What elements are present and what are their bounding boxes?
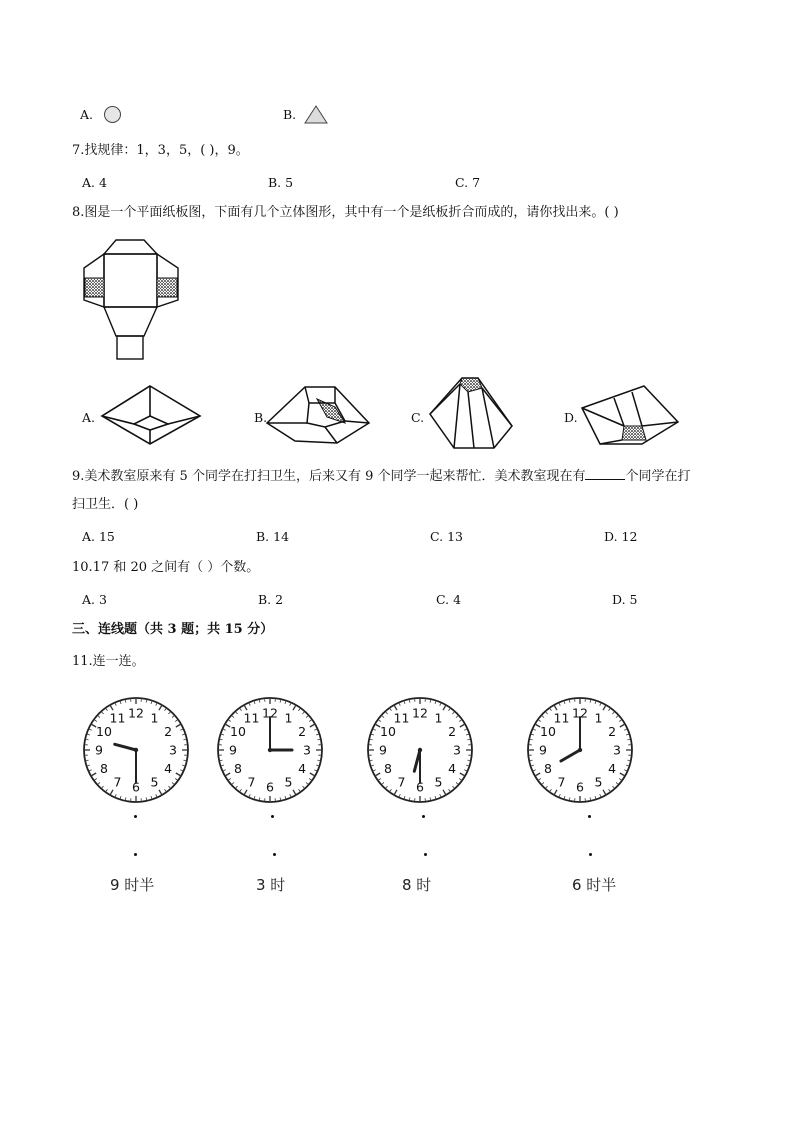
- clock-numeral: 4: [298, 761, 307, 776]
- clock-numeral: 11: [553, 710, 570, 726]
- clock-connect-dot[interactable]: [271, 815, 274, 818]
- label-connect-dot[interactable]: [273, 853, 276, 856]
- clock-numeral: 8: [543, 761, 552, 776]
- clock-numeral: 7: [247, 774, 256, 790]
- q7-option-a[interactable]: A. 4: [82, 175, 107, 190]
- clock-numeral: 10: [230, 724, 246, 739]
- clock-face-4: [524, 694, 636, 806]
- paper-net-figure: [80, 238, 184, 364]
- clock-numeral: 6: [266, 779, 274, 795]
- clock-numeral: 5: [284, 774, 293, 790]
- clock-numeral: 3: [303, 742, 311, 758]
- clock-numeral: 7: [557, 774, 566, 790]
- q9-question: [72, 467, 691, 485]
- label-connect-dot[interactable]: [134, 853, 137, 856]
- clock-numeral: 2: [298, 724, 307, 739]
- time-label-3: 8 时: [402, 876, 432, 894]
- clock-numeral: 11: [393, 710, 410, 726]
- clock-center: [578, 748, 582, 752]
- clock-numeral: 5: [150, 774, 159, 790]
- clock-numeral: 7: [397, 774, 406, 790]
- q8-option-d[interactable]: D.: [564, 410, 578, 425]
- clock-face-1: [80, 694, 192, 806]
- clock-numeral: 8: [233, 761, 242, 776]
- clock-numeral: 3: [453, 742, 461, 758]
- clock-numeral: 12: [572, 705, 588, 721]
- clock-numeral: 12: [262, 705, 278, 721]
- q9-text-part2: 个同学在打: [625, 469, 691, 484]
- triangle-icon: [303, 104, 329, 126]
- q9-option-d[interactable]: D. 12: [604, 529, 638, 544]
- q6-option-a[interactable]: [80, 107, 93, 123]
- clock-numeral: 6: [416, 779, 424, 795]
- clock-numeral: 10: [96, 724, 112, 739]
- clock-numeral: 6: [132, 779, 140, 795]
- clock-numeral: 12: [412, 705, 428, 721]
- q7-option-c[interactable]: C. 7: [455, 175, 481, 190]
- solid-figure-b: [265, 383, 371, 447]
- clock-connect-dot[interactable]: [588, 815, 591, 818]
- clock-numeral: 8: [383, 761, 392, 776]
- clock-numeral: 1: [284, 710, 293, 726]
- clock-numeral: 12: [128, 705, 144, 721]
- clock-numeral: 1: [594, 710, 603, 726]
- q8-option-b[interactable]: B.: [254, 410, 268, 425]
- q7-question: 7.找规律：1，3，5，( )，9。: [72, 143, 249, 158]
- clock-numeral: 4: [164, 761, 173, 776]
- q10-question: 10.17 和 20 之间有（ ）个数。: [72, 560, 260, 575]
- section-title: 三、连线题（共 3 题；共 15 分）: [72, 622, 274, 637]
- clock-connect-dot[interactable]: [422, 815, 425, 818]
- q10-option-a[interactable]: A. 3: [82, 592, 107, 607]
- clock-numeral: 1: [150, 710, 159, 726]
- time-label-1: 9 时半: [110, 876, 155, 894]
- circle-icon: [103, 105, 123, 125]
- q10-option-b[interactable]: B. 2: [258, 592, 284, 607]
- clock-numeral: 11: [109, 710, 126, 726]
- q6-option-a-label: A.: [80, 107, 94, 122]
- clock-numeral: 1: [434, 710, 443, 726]
- clock-numeral: 5: [594, 774, 603, 790]
- q6-option-b-label: B.: [283, 107, 297, 122]
- clock-face-2: [214, 694, 326, 806]
- solid-figure-c: [428, 374, 514, 452]
- clock-numeral: 2: [448, 724, 457, 739]
- q10-option-c[interactable]: C. 4: [436, 592, 462, 607]
- solid-figure-d: [580, 382, 680, 448]
- clock-numeral: 9: [379, 742, 387, 758]
- q10-option-d[interactable]: D. 5: [612, 592, 638, 607]
- clock-numeral: 3: [613, 742, 621, 758]
- clock-numeral: 9: [229, 742, 237, 758]
- q9-option-b[interactable]: B. 14: [256, 529, 290, 544]
- clock-numeral: 10: [540, 724, 556, 739]
- clock-face-3: [364, 694, 476, 806]
- q11-question: 11.连一连。: [72, 654, 145, 669]
- clock-center: [268, 748, 272, 752]
- clock-numeral: 10: [380, 724, 396, 739]
- q9-answer-blank[interactable]: [585, 467, 625, 480]
- clock-numeral: 4: [608, 761, 617, 776]
- q8-option-a[interactable]: A.: [82, 410, 96, 425]
- clock-center: [134, 748, 138, 752]
- clock-numeral: 8: [99, 761, 108, 776]
- clock-numeral: 9: [95, 742, 103, 758]
- clock-numeral: 7: [113, 774, 122, 790]
- clock-numeral: 2: [164, 724, 173, 739]
- time-label-4: 6 时半: [572, 876, 617, 894]
- label-connect-dot[interactable]: [424, 853, 427, 856]
- q7-option-b[interactable]: B. 5: [268, 175, 294, 190]
- clock-center: [418, 748, 422, 752]
- q9-option-a[interactable]: A. 15: [82, 529, 115, 544]
- q8-option-c[interactable]: C.: [411, 410, 425, 425]
- label-connect-dot[interactable]: [589, 853, 592, 856]
- q9-question-line2: 扫卫生．( ): [72, 497, 139, 512]
- clock-numeral: 11: [243, 710, 260, 726]
- q9-text-part1: 9.美术教室原来有 5 个同学在打扫卫生，后来又有 9 个同学一起来帮忙．美术教室现在有: [72, 469, 586, 484]
- clock-numeral: 3: [169, 742, 177, 758]
- clock-connect-dot[interactable]: [134, 815, 137, 818]
- clock-numeral: 4: [448, 761, 457, 776]
- solid-figure-a: [100, 384, 204, 446]
- q9-option-c[interactable]: C. 13: [430, 529, 463, 544]
- q8-question: 8.图是一个平面纸板图，下面有几个立体图形，其中有一个是纸板折合而成的，请你找出来。( ): [72, 205, 619, 220]
- clock-numeral: 9: [539, 742, 547, 758]
- clock-numeral: 5: [434, 774, 443, 790]
- clock-numeral: 6: [576, 779, 584, 795]
- clock-numeral: 2: [608, 724, 617, 739]
- q6-option-b[interactable]: [283, 107, 296, 123]
- time-label-2: 3 时: [256, 876, 286, 894]
